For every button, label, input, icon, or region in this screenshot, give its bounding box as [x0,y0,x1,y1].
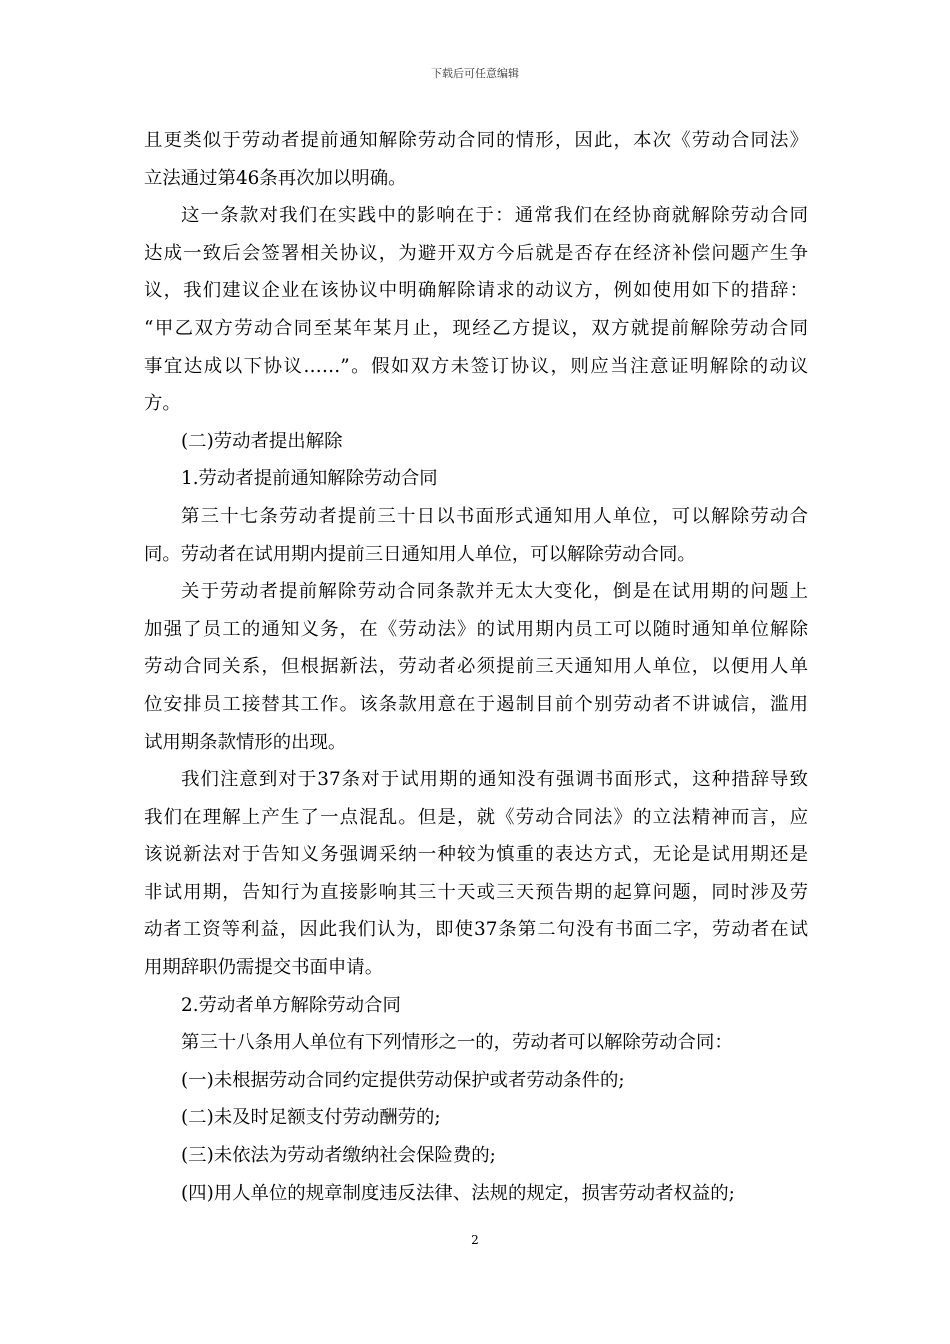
text-line: 同。劳动者在试用期内提前三日通知用人单位，可以解除劳动合同。 [144,543,696,565]
text-line: 试用期条款情形的出现。 [144,731,347,753]
subsection-heading: 2.劳动者单方解除劳动合同 [181,994,401,1016]
page-number: 2 [471,1233,479,1247]
text-line: 用期辞职仍需提交书面申请。 [144,957,384,979]
paragraph-start: 第三十七条劳动者提前三十日以书面形式通知用人单位，可以解除劳动合 [181,505,808,527]
page-header: 下载后可任意编辑 [431,67,519,80]
list-item: (二)未及时足额支付劳动酬劳的; [181,1107,441,1129]
text-line: 立法通过第46条再次加以明确。 [144,167,407,189]
text-line: “甲乙双方劳动合同至某年某月止，现经乙方提议，双方就提前解除劳动合同 [144,317,808,339]
text-line: 且更类似于劳动者提前通知解除劳动合同的情形，因此，本次《劳动合同法》 [144,130,808,151]
list-item: (四)用人单位的规章制度违反法律、法规的规定，损害劳动者权益的; [181,1182,735,1204]
text-line: 动者工资等利益，因此我们认为，即使37条第二句没有书面二字，劳动者在试 [144,919,808,941]
paragraph-start: 我们注意到对于37条对于试用期的通知没有强调书面形式，这种措辞导致 [181,769,808,791]
text-line: 该说新法对于告知义务强调采纳一种较为慎重的表达方式，无论是试用期还是 [144,844,808,866]
list-item: (一)未根据劳动合同约定提供劳动保护或者劳动条件的; [181,1069,625,1091]
paragraph-start: 关于劳动者提前解除劳动合同条款并无太大变化，倒是在试用期的问题上 [181,581,808,603]
text-line: 方。 [144,393,181,415]
text-line: 我们在理解上产生了一点混乱。但是，就《劳动合同法》的立法精神而言，应 [144,806,808,828]
text-line: 劳动合同关系，但根据新法，劳动者必须提前三天通知用人单位，以便用人单 [144,656,808,678]
text-line: 议，我们建议企业在该协议中明确解除请求的动议方，例如使用如下的措辞： [144,280,808,302]
text-line: 达成一致后会签署相关协议，为避开双方今后就是否存在经济补偿问题产生争 [144,242,808,264]
paragraph-start: 第三十八条用人单位有下列情形之一的，劳动者可以解除劳动合同： [181,1032,733,1054]
text-line: 位安排员工接替其工作。该条款用意在于遏制目前个别劳动者不讲诚信，滥用 [144,693,808,715]
section-heading: (二)劳动者提出解除 [181,430,343,452]
paragraph-start: 这一条款对我们在实践中的影响在于：通常我们在经协商就解除劳动合同 [181,205,808,227]
list-item: (三)未依法为劳动者缴纳社会保险费的; [181,1145,496,1167]
subsection-heading: 1.劳动者提前通知解除劳动合同 [181,468,438,490]
text-line: 事宜达成以下协议……”。假如双方未签订协议，则应当注意证明解除的动议 [144,355,808,377]
text-line: 非试用期，告知行为直接影响其三十天或三天预告期的起算问题，同时涉及劳 [144,881,808,903]
text-line: 加强了员工的通知义务，在《劳动法》的试用期内员工可以随时通知单位解除 [144,618,808,640]
document-body [144,122,808,1212]
